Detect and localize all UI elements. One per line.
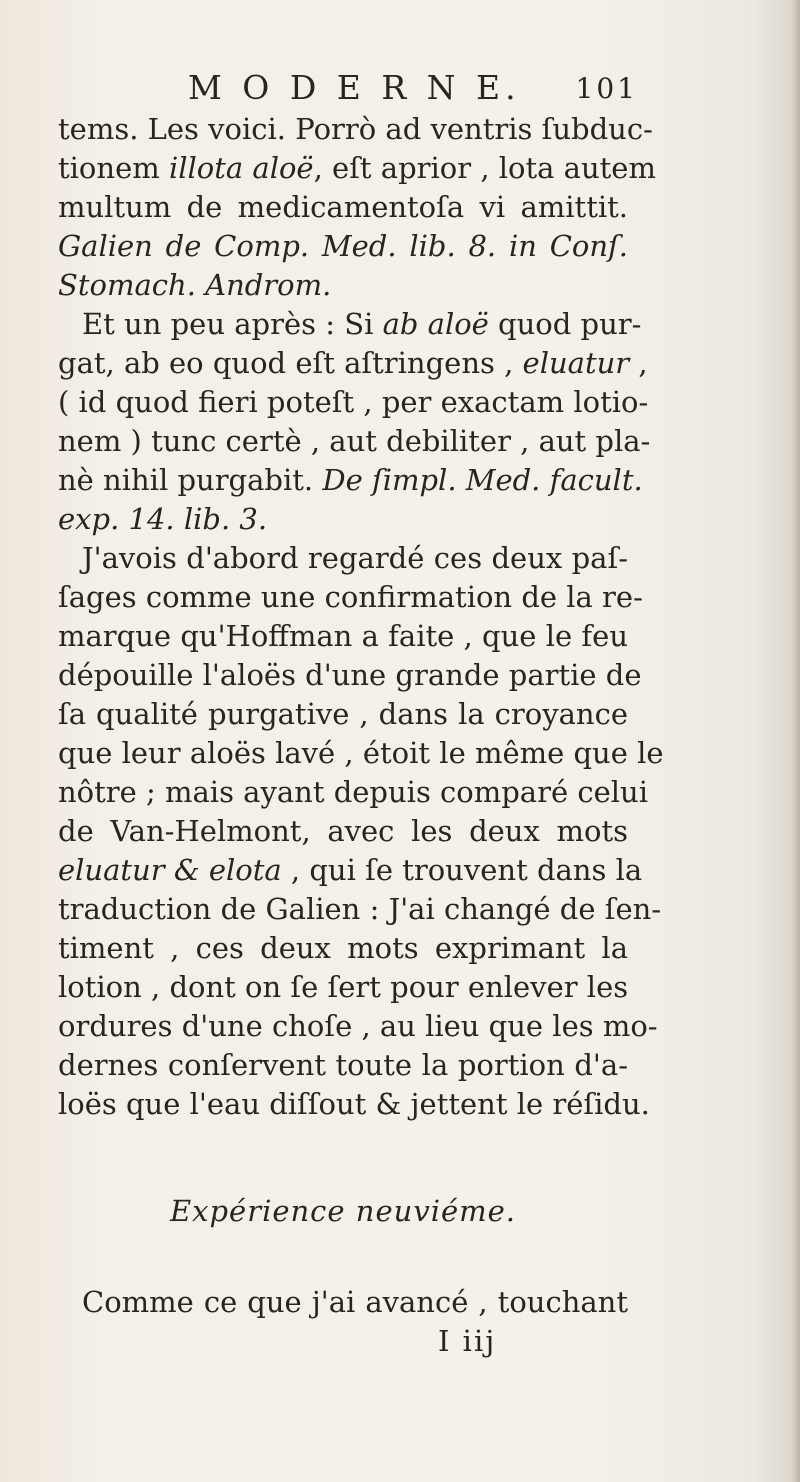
text-line: traduction de Galien : J'ai changé de ſen-	[58, 892, 662, 926]
text-line: ( id quod fieri poteſt , per exactam lotio-	[58, 385, 649, 419]
section-heading: Expérience neuviéme.	[169, 1194, 517, 1228]
text-line: Comme ce que j'ai avancé , touchant	[82, 1285, 628, 1319]
text-line: ſages comme une confirmation de la re-	[58, 580, 643, 614]
text-line: que leur aloës lavé , étoit le même que le	[58, 736, 664, 770]
citation-line: Galien de Comp. Med. lib. 8. in Conſ.	[58, 229, 628, 263]
text-line: lotion , dont on ſe ſert pour enlever les	[58, 970, 629, 1004]
text-line: ſa qualité purgative , dans la croyance	[58, 697, 628, 731]
text-line: tionem illota aloë, eſt aprior , lota autem	[58, 151, 656, 185]
text-line: marque qu'Hoffman a faite , que le feu	[58, 619, 628, 653]
last-text-line	[58, 1283, 628, 1322]
page-number: 101	[575, 72, 638, 105]
text-line: nem ) tunc certè , aut debiliter , aut pla-	[58, 424, 651, 458]
text-line: gat, ab eo quod eſt aſtringens , eluatur ,	[58, 346, 648, 380]
text-line: eluatur & elota , qui ſe trouvent dans la	[58, 853, 643, 887]
citation-line: Stomach. Androm.	[58, 268, 332, 302]
text-line: timent , ces deux mots exprimant la	[58, 931, 628, 965]
text-line: ordures d'une choſe , au lieu que les mo-	[58, 1009, 658, 1043]
page-header	[188, 68, 638, 112]
text-line: J'avois d'abord regardé ces deux paſ-	[82, 541, 628, 575]
text-line: dépouille l'aloës d'une grande partie de	[58, 658, 642, 692]
page-edge	[790, 0, 800, 1482]
text-line: tems. Les voici. Porrò ad ventris ſubduc-	[58, 112, 653, 146]
running-head: M O D E R N E.	[188, 68, 521, 107]
text-line: de Van-Helmont, avec les deux mots	[58, 814, 628, 848]
text-line: nôtre ; mais ayant depuis comparé celui	[58, 775, 648, 809]
signature-mark: I iij	[438, 1324, 497, 1358]
text-line: dernes conſervent toute la portion d'a-	[58, 1048, 628, 1082]
body-text	[58, 110, 664, 1124]
citation-line: exp. 14. lib. 3.	[58, 502, 268, 536]
text-line: loës que l'eau diſſout & jettent le réſidu.	[58, 1087, 650, 1121]
text-line: nè nihil purgabit. De ſimpl. Med. facult.	[58, 463, 643, 497]
text-line: Et un peu après : Si ab aloë quod pur-	[82, 307, 642, 341]
text-line: multum de medicamentoſa vi amittit.	[58, 190, 628, 224]
